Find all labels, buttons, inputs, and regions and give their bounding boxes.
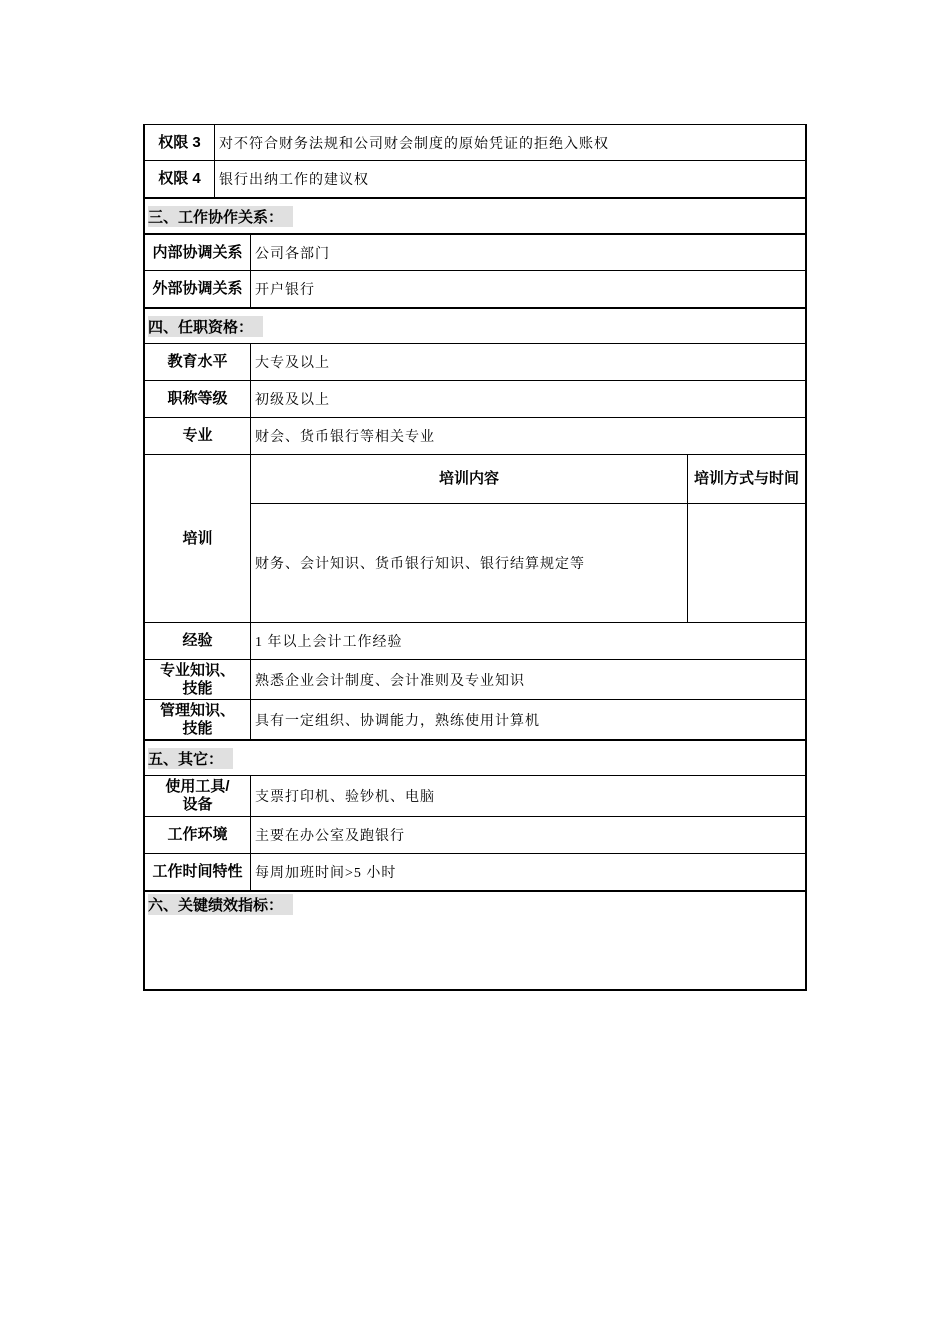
environment-row [143,816,807,853]
experience-row [143,622,807,659]
training-method-value [688,504,805,622]
section-6-title: 六、关键绩效指标： [148,894,293,915]
mgmt-skill-value: 具有一定组织、协调能力，熟练使用计算机 [255,713,540,729]
pro-skill-value: 熟悉企业会计制度、会计准则及专业知识 [255,673,525,689]
internal-coordination-row [143,233,807,270]
environment-label: 工作环境 [145,817,251,853]
section-6-block [143,890,807,991]
section-6-value [145,916,805,989]
section-5-header [143,739,807,775]
training-label: 培训 [145,455,251,622]
section-3-header [143,197,807,233]
job-description-table [143,124,807,991]
internal-coordination-label: 内部协调关系 [145,235,251,270]
external-coordination-row [143,270,807,307]
work-time-value: 每周加班时间>5 小时 [255,866,397,881]
experience-label: 经验 [145,623,251,659]
training-content-header: 培训内容 [251,455,688,503]
external-coordination-value: 开户银行 [255,283,315,298]
pro-skill-row [143,659,807,699]
tools-label: 使用工具/设备 [145,776,251,816]
training-method-header: 培训方式与时间 [694,470,800,487]
training-content-value: 财务、会计知识、货币银行知识、银行结算规定等 [251,504,688,622]
authority-4-row [143,160,807,197]
training-body-row [251,504,805,622]
section-3-title: 三、工作协作关系： [148,206,293,227]
work-time-row [143,853,807,890]
section-4-header [143,307,807,343]
training-row [143,454,807,622]
internal-coordination-value: 公司各部门 [255,246,330,262]
authority-4-value: 银行出纳工作的建议权 [219,173,369,188]
education-row [143,343,807,380]
environment-value: 主要在办公室及跑银行 [255,829,405,844]
section-4-title: 四、任职资格： [148,316,263,337]
title-level-label: 职称等级 [145,381,251,417]
authority-3-row [143,124,807,160]
title-level-row [143,380,807,417]
mgmt-skill-label: 管理知识、技能 [145,700,251,739]
experience-value: 1 年以上会计工作经验 [255,635,403,650]
work-time-label: 工作时间特性 [145,854,251,890]
authority-3-value: 对不符合财务法规和公司财会制度的原始凭证的拒绝入账权 [219,136,609,152]
major-label: 专业 [145,418,251,454]
major-row [143,417,807,454]
authority-3-label: 权限 3 [145,125,215,160]
education-value: 大专及以上 [255,356,330,371]
authority-4-label: 权限 4 [145,161,215,197]
title-level-value: 初级及以上 [255,393,330,408]
training-header-row [251,455,805,504]
education-label: 教育水平 [145,344,251,380]
mgmt-skill-row [143,699,807,739]
section-5-title: 五、其它： [148,748,233,769]
major-value: 财会、货币银行等相关专业 [255,430,435,445]
tools-row [143,775,807,816]
pro-skill-label: 专业知识、技能 [145,660,251,699]
external-coordination-label: 外部协调关系 [145,271,251,307]
tools-value: 支票打印机、验钞机、电脑 [255,790,435,805]
